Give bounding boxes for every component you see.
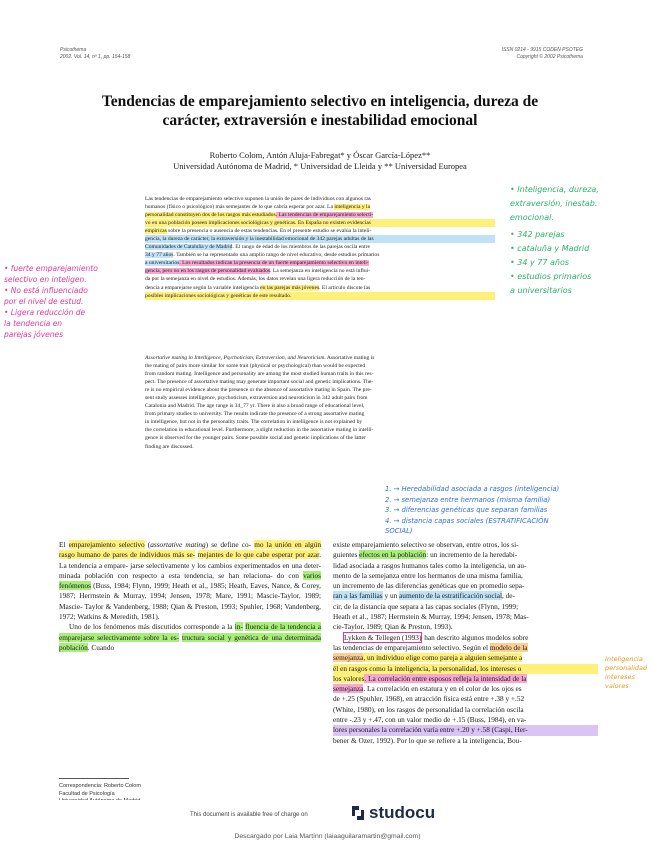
- abstract-spanish: Las tendencias de emparejamiento selectivo suponen la unión de pares de individuos con algunos ras humanos (físico o psicológico) más semejantes de lo que cabría esperar por azar. La inteligencia y la personalidad constituyen dos de los rasgos más estudiados. Las tendencias de emparejamiento selecti- vo en una población poseen implicaciones sociológicas y genéticas. En España no existen evidencias empíricas sobre la presencia o ausencia de estas tendencias. En el presente estudio se evalúa la inteli- gencia, la dureza de carácter, la extraversión y la inestabilidad emocional de 342 parejas adultas de las Comunidades de Cataluña y de Madrid. El rango de edad de los miembros de las parejas oscila entre 34 y 77 años. También se ha representado una amplio rango de nivel educativo, desde estudios primarios a universitarios. Los resultados indican la presencia de un fuerte emparejamiento selectivo en inteli- gencia, pero no en los rasgos de personalidad evaluados. La semejanza en inteligencia no está influi- da por la semejanza en nivel de estudios. Además, los datos revelan una ligera reducción de la ten- dencia a emparejarse según la variable inteligencia en las parejas más jóvenes. El artículo discute las posibles implicaciones sociológicas y genéticas de este resultado.: [145, 195, 495, 300]
- correspondence-block: Correspondencia: Roberto Colom Facultad de Psicología: [59, 783, 141, 797]
- abstract-english-title: Assortative mating in Intelligence, Psychoticism, Extraversion, and Neuroticism.: [145, 355, 326, 361]
- handwritten-notes-orange: Inteligencia personalidad intereses valores: [605, 655, 648, 690]
- handwritten-notes-right: • Inteligencia, dureza, extraversión, inestab. emocional. • 342 parejas • cataluña y Madrid • 34 y 77 años • estudios primarios a universitarios: [510, 185, 599, 295]
- footnote-separator: [59, 778, 129, 779]
- paragraph-1: El emparejamiento selectivo (assortative mating) se define co- mo la unión en algún rasgo humano de pares de individuos más se- mejantes de lo que cabe esperar por azar. La tendencia a empare- jarse selectivamente y los cambios experimentados en una deter- minada población con respecto a esta tendencia, se han relaciona- do con varios fenómenos (Buss, 1984; Flynn, 1999; Heath et al., 1985; Heath, Eaves, Nance, & Corey, 1987; Herrnstein & Murray, 1994; Jensen, 1978; Mare, 1991; Mascie-Taylor, 1989; Mascie- Taylor & Vandenberg, 1988; Qian & Preston, 1993; Spuhler, 1968; Vandenberg, 1972; Watkins & Meredith, 1981).: [59, 540, 322, 622]
- journal-header-right: [502, 47, 583, 61]
- handwritten-notes-left: • fuerte emparejamiento selectivo en inteligen. • No está influenciado por el nivel de estud. • Ligera reducción de la tendencia en parejas jóvenes: [4, 264, 98, 339]
- studocu-logo[interactable]: [350, 803, 435, 823]
- studocu-footer: [0, 800, 655, 848]
- abstract-english: Assortative mating in Intelligence, Psychoticism, Extraversion, and Neuroticism. Assortative mating is the mating of pairs more similar for some trait (physical or psychological) than would be expected from random mating. Intelligence and personality are among the most studied human traits in this res- pect. The presence of assortative mating may generate important social and genetic implications. The- re is no empirical evidence about the presence or the absence of assortative mating in Spain. The pre- sent study assesses intelligence, psychoticism, extraversion and neuroticism in 342 adult pairs from Catalonia and Madrid. The age range is 34_77 yr. There is also a broad range of educational level, from primary studies to university. The results indicate the presence of a strong assortative mating in intelligence, but not in the personality traits. The correlation in intelligence is not explained by the correlation in educational level. Furthermore, a slight reduction in the assortative mating in intelli- gence is observed for the younger pairs. Some possible social and genetic implications of the latter finding are discussed.: [145, 355, 375, 450]
- download-attribution: Descargado por Laia Martínn (laiaaguilaramartin@gmail.com): [234, 833, 421, 840]
- body-column-right: existe emparejamiento selectivo se observan, entre otros, los si- guientes efectos en la población: un incremento de la heredabi- lidad asociada a rasgos humanos tales como la inteligencia, un au- mento de la semejanza entre los hermanos de una misma familia, un incremento de las diferencias genéticas que en promedio sepa- ran a las familias y un aumento de la estratificación social, de- cir, de la distancia que separa a las capas sociales (Flynn, 1999; Heath et al., 1987; Herrnstein & Murray, 1994; Jensen, 1978; Mas- cie-Taylor, 1989; Qian & Preston, 1993). Lykken & Tellegen (1993) han descrito algunos modelos sobre las tendencias de emparejamiento selectivo. Según el modelo de la semejanza, un individuo elige como pareja a alguien semejante a él en rasgos como la inteligencia, la personalidad, los intereses o los valores. La correlación entre esposos refleja la intensidad de la semejanza. La correlación en estatura y en el color de los ojos es de +.25 (Spuhler, 1968), en atracción física está entre +.38 y +.52 (White, 1980), en los rasgos de personalidad la correlación oscila entre -.23 y +.47, con un valor medio de +.15 (Buss, 1984), en va- lores personales la correlación varía entre +.20 y +.58 (Caspi, Her- bener & Ozer, 1992). Por lo que se refiere a la inteligencia, Bou-: [333, 540, 598, 746]
- studocu-brand: studocu: [369, 803, 436, 822]
- author-block: [120, 150, 520, 172]
- author-names: Roberto Colom, Antón Aluja-Fabregat* y Óscar García-López**: [209, 150, 431, 160]
- affiliations: Universidad Autónoma de Madrid, * Universidad de Lleida y ** Universidad Europea: [173, 161, 467, 171]
- copyright-line: Copyright © 2002 Psicothema: [516, 54, 583, 60]
- journal-volume: 2002. Vol. 14, nº 1, pp. 154-158: [60, 54, 131, 60]
- studocu-logo-icon: [350, 804, 366, 822]
- handwritten-notes-blue: 1. → Heredabilidad asociada a rasgos (inteligencia) 2. → semejanza entre hermanos (misma familia) 3. → diferencias genéticas que separan familias 4. → distancia capas sociales (ESTRATIFICACIÓN SOCIAL): [385, 485, 560, 535]
- journal-name: Psicothema: [60, 47, 87, 53]
- paragraph-2: Uno de los fenómenos más discutidos corresponde a la in- fluencia de la tendencia a emparejarse selectivamente sobre la es- tructura social y genética de una determinada población. Cuando: [59, 622, 322, 652]
- paper-title: Tendencias de emparejamiento selectivo en inteligencia, dureza de carácter, extraversión e inestabilidad emocional: [101, 93, 539, 129]
- body-column-left: [59, 540, 321, 653]
- issn-line: ISSN 0214 - 9915 CODEN PSOTEG: [501, 47, 583, 53]
- journal-header-left: [60, 47, 130, 61]
- footer-available-text: This document is available free of charge on: [190, 812, 308, 818]
